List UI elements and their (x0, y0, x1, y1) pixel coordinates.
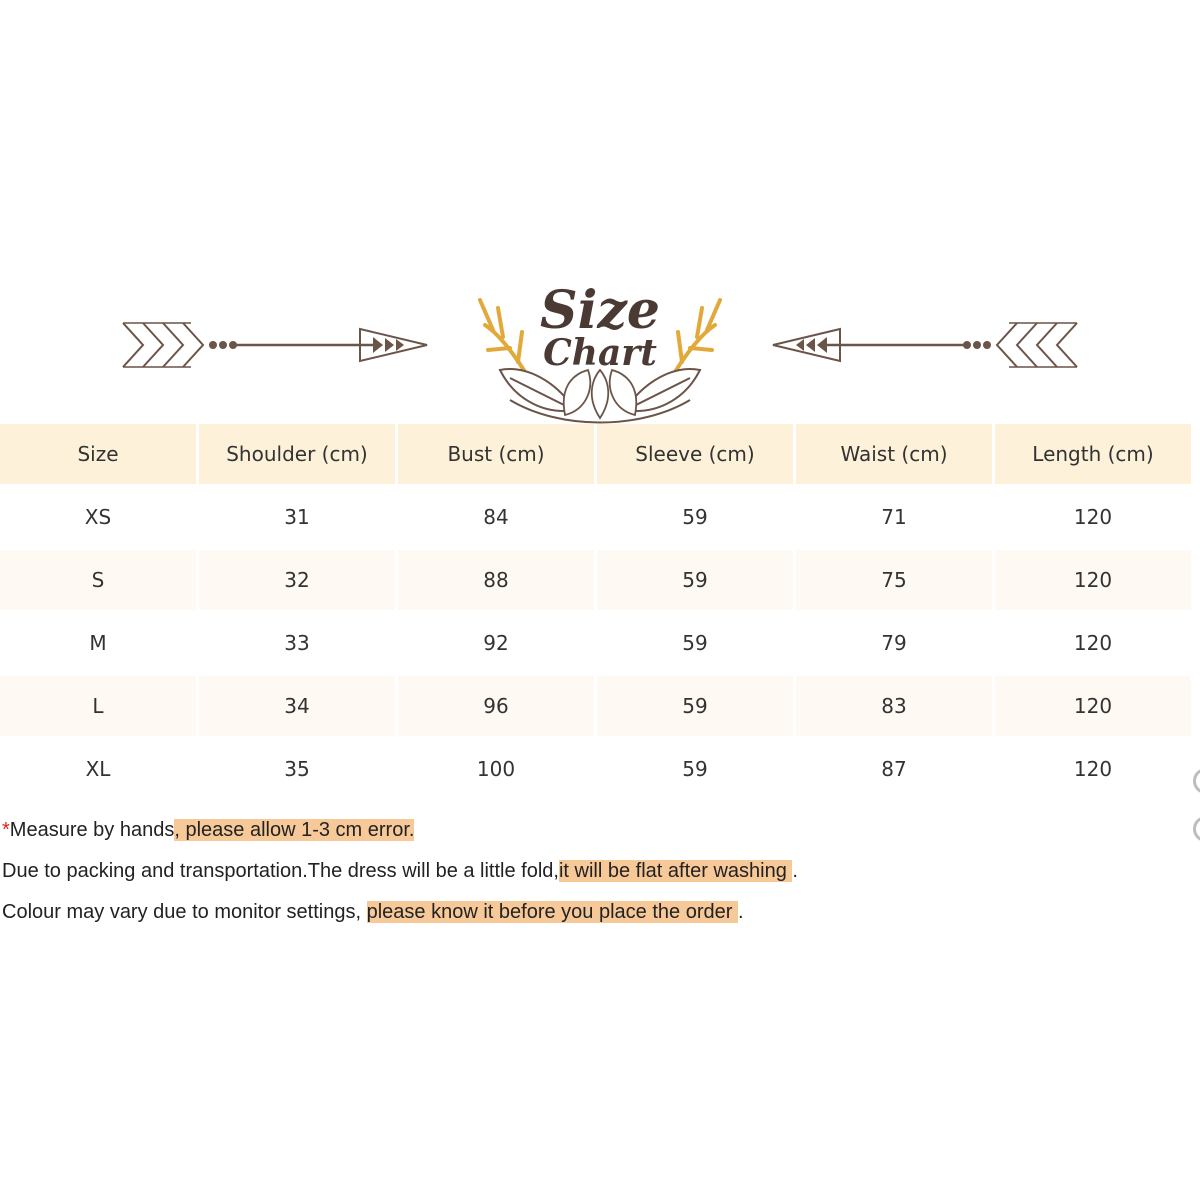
logo-text-size: Size (540, 280, 660, 341)
arrow-right-icon (115, 315, 435, 375)
note-tail: . (792, 860, 798, 882)
cell-size: M (0, 613, 196, 673)
cell-bust: 84 (398, 487, 594, 547)
cell-bust: 88 (398, 550, 594, 610)
table-row (0, 550, 1196, 610)
note-text: Due to packing and transportation.The dress will be a little fold, (2, 860, 559, 882)
cell-waist: 79 (796, 613, 992, 673)
table-header-row (0, 424, 1196, 484)
header-waist: Waist (cm) (796, 424, 992, 484)
header-size: Size (0, 424, 196, 484)
cell-bust: 92 (398, 613, 594, 673)
table-row (0, 739, 1196, 799)
note-highlight: , please allow 1-3 cm error. (174, 819, 415, 841)
header-bust: Bust (cm) (398, 424, 594, 484)
cell-shoulder: 33 (199, 613, 395, 673)
cell-size: L (0, 676, 196, 736)
cell-length: 120 (995, 676, 1191, 736)
note-text: Measure by hands (9, 819, 175, 841)
asterisk: * (2, 819, 10, 841)
cell-size: S (0, 550, 196, 610)
note-packing (2, 856, 1192, 886)
header-shoulder: Shoulder (cm) (199, 424, 395, 484)
note-colour (2, 897, 1192, 927)
note-tail: . (737, 901, 744, 923)
table-row (0, 487, 1196, 547)
table-row (0, 676, 1196, 736)
logo-text-chart: Chart (543, 332, 657, 374)
edge-circle-icon (1193, 816, 1200, 842)
note-highlight: please know it before you place the order (366, 901, 738, 923)
cell-length: 120 (995, 739, 1191, 799)
cell-waist: 71 (796, 487, 992, 547)
header-sleeve: Sleeve (cm) (597, 424, 793, 484)
size-table (0, 424, 1196, 802)
size-notes (2, 815, 1192, 938)
cell-sleeve: 59 (597, 739, 793, 799)
cell-size: XL (0, 739, 196, 799)
cell-shoulder: 35 (199, 739, 395, 799)
cell-sleeve: 59 (597, 613, 793, 673)
cell-length: 120 (995, 487, 1191, 547)
cell-shoulder: 32 (199, 550, 395, 610)
cell-sleeve: 59 (597, 550, 793, 610)
cell-sleeve: 59 (597, 487, 793, 547)
cell-waist: 87 (796, 739, 992, 799)
cell-bust: 100 (398, 739, 594, 799)
cell-shoulder: 31 (199, 487, 395, 547)
size-chart-header (0, 260, 1200, 420)
note-text: Colour may vary due to monitor settings, (2, 901, 367, 923)
cell-sleeve: 59 (597, 676, 793, 736)
cell-waist: 75 (796, 550, 992, 610)
cell-length: 120 (995, 613, 1191, 673)
cell-waist: 83 (796, 676, 992, 736)
cell-length: 120 (995, 550, 1191, 610)
cell-bust: 96 (398, 676, 594, 736)
cell-shoulder: 34 (199, 676, 395, 736)
table-row (0, 613, 1196, 673)
note-measure (2, 815, 1192, 845)
header-length: Length (cm) (995, 424, 1191, 484)
arrow-left-icon (765, 315, 1085, 375)
cell-size: XS (0, 487, 196, 547)
note-highlight: it will be flat after washing (558, 860, 793, 882)
size-chart-logo (470, 270, 730, 430)
